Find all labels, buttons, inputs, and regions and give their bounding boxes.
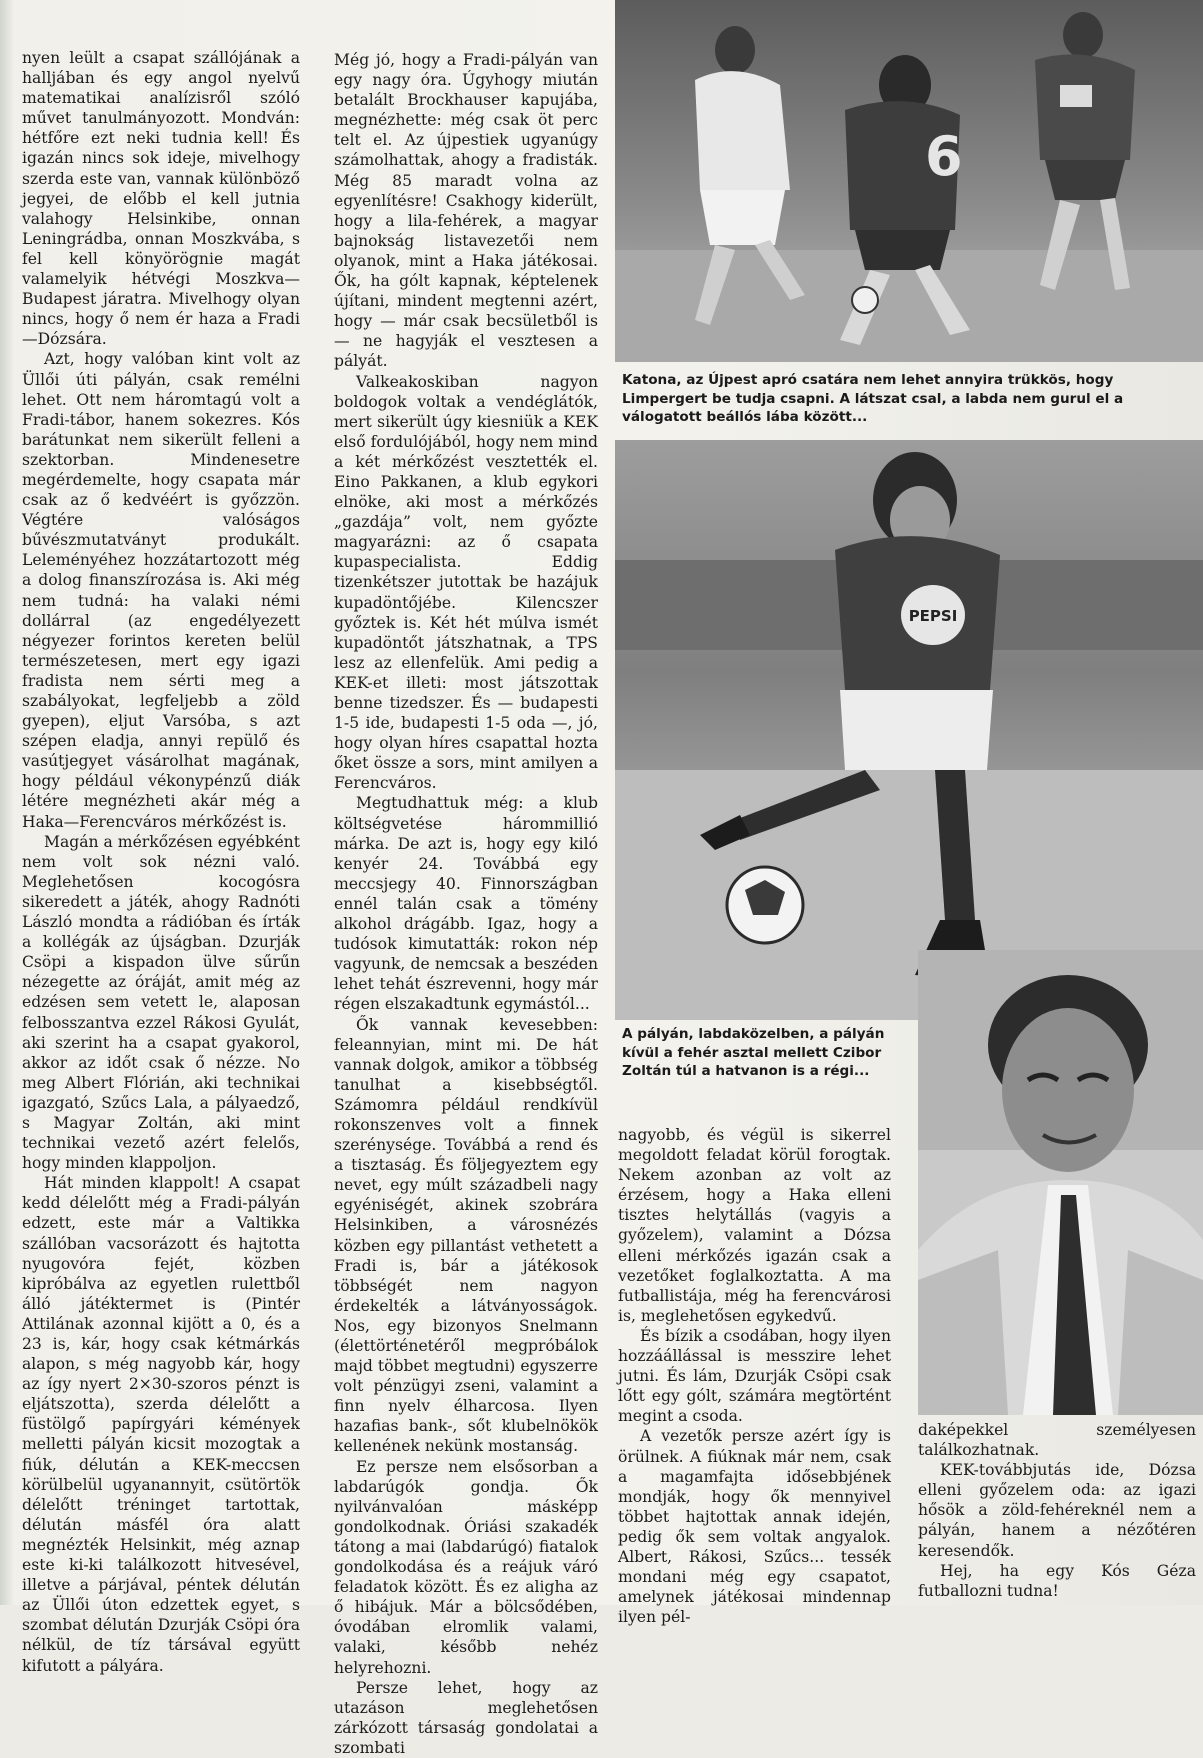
article-column-2 xyxy=(334,50,598,1757)
paragraph: Hát minden klappolt! A csapat kedd délelőtt még a Fradi-pályán edzett, este már a Valtikka szállóban vacsorázott és hajtotta nyugovóra fejét, közben kipróbálva az egyetlen rulettből álló játéktermet is (Pintér Attilának azonnal kijött a 0, és a 23 is, kár, hogy csak kétmárkás alapon, s még nagyobb kár, hogy az így nyert 2×30-szoros pénzt is eljátszotta), szerda délelőtt a füstölgő papírgyári kémények melletti pályán kicsit mozogtak a fiúk, délután a KEK-meccsen körülbelül ugyanannyit, csütörtök délelőtt tréninget tartottak, délután másfél óra alatt megnézték Helsinkit, még aznap este ki-ki találkozott hitvesével, illetve a párjával, péntek délután az Üllői úton edzettek egyet, s szombat délután Dzurják Csöpi óra nélkül, de tíz társával együtt kifutott a pályára. xyxy=(22,1174,300,1675)
paragraph: Még jó, hogy a Fradi-pályán van egy nagy óra. Úgyhogy miután betalált Brockhauser kapujába, megnézhette: még csak öt perc telt el. Az újpestiek ugyanúgy számolhattak, ahogy a fradisták. Még 85 maradt volna az egyenlítésre! Csakhogy kiderült, hogy a lila-fehérek, a magyar bajnokság listavezetői nem olyanok, mint a Haka játékosai. Ők, ha gólt kapnak, képtelenek újítani, mindent megtenni azért, hogy — már csak becsületből is — ne hagyják el vesztesen a pályát. xyxy=(334,51,598,371)
paragraph: nagyobb, és végül is sikerrel megoldott feladat körül forogtak. Nekem azonban az volt az érzésem, hogy a Haka elleni tisztes helytállás (vagyis a győzelem), valamint a Dózsa elleni mérkőzés igazán csak a vezetőket foglalkoztatta. A ma futballistája, még ha ferencvárosi is, meglehetősen egykedvű. xyxy=(618,1126,891,1325)
photo-portrait xyxy=(918,950,1203,1415)
paragraph: Valkeakoskiban nagyon boldogok voltak a vendéglátók, mert sikerült úgy kiesniük a KEK első fordulójából, hogy nem mind a két mérkőzést vesztették el. Eino Pakkanen, a klub egykori elnöke, aki most a mérkőzés „gazdája” volt, nem győzte magyarázni: az ő csapata kupaspecialista. Eddig tizenkétszer jutottak be hazájuk kupadöntőjébe. Kilencszer győztek is. Két hét múlva ismét kupadöntőt játszhatnak, a TPS lesz az ellenfelük. Ami pedig a KEK-et illeti: most játszottak benne tizedszer. És — budapesti 1-5 ide, budapesti 1-5 oda —, jó, hogy olyan híres csapattal hozta őket össze a sors, mint amilyen a Ferencváros. xyxy=(334,372,598,793)
article-column-4 xyxy=(918,1420,1196,1600)
paragraph: Persze lehet, hogy az utazáson meglehetősen zárkózott társaság gondolatai a szombati xyxy=(334,1678,598,1757)
photo-player-kicking xyxy=(615,440,1203,1020)
paragraph: Hej, ha egy Kós Géza futballozni tudna! xyxy=(918,1561,1196,1600)
photo-caption: A pályán, labdaközelben, a pályán kívül a fehér asztal mellett Czibor Zoltán túl a hatvanon is a régi... xyxy=(622,1026,885,1079)
paragraph: Megtudhattuk még: a klub költségvetése hárommillió márka. De azt is, hogy egy kiló kenyér 24. Továbbá egy meccsjegy 40. Finnországban ennél talán csak a tömény alkohol drágább. Igaz, hogy a tudósok kimutatták: rokon nép vagyunk, de nemcsak a beszéden lehet tehát észrevenni, hogy már régen elszakadtunk egymástól... xyxy=(334,794,598,1014)
article-column-3 xyxy=(618,1125,891,1627)
paragraph: Ők vannak kevesebben: feleannyian, mint mi. De hát vannak dolgok, amikor a többség tanulhat a kisebbségtől. Számomra például rendkívül rokonszenves volt a finnek szerénysége. Továbbá a rend és a tisztaság. És följegyeztem egy nevet, egy múlt századbeli nagy egyéniségét, akinek szobrára Helsinkiben, a városnézés közben egy pillantást vethetett a Fradi is, bár a játékosok többségét nem nagyon érdekelték a látványosságok. Nos, egy bizonyos Snelmann (élettörténetéről megpróbálok majd többet megtudni) egyszerre volt pénzügyi zseni, valamint a finn nyelv élharcosa. Ilyen hazafias bank-, sőt klubelnökök kellenének nekünk mostanság. xyxy=(334,1015,598,1456)
paragraph: Ez persze nem elsősorban a labdarúgók gondja. Ők nyilvánvalóan másképp gondolkodnak. Óriási szakadék tátong a mai (labdarúgó) fiatalok gondolkodása és a reájuk váró feladatok között. És ez aligha az ő hibájuk. Már a bölcsődében, óvodában elromlik valami, valaki, később nehéz helyrehozni. xyxy=(334,1457,598,1677)
paragraph: Magán a mérkőzésen egyébként nem volt sok nézni való. Meglehetősen kocogósra sikeredett a játék, ahogy Radnóti László mondta a rádióban és írták a kollégák az újságban. Dzurják Csöpi a kispadon ülve sűrűn nézegette az óráját, amit még az edzésen sem vetett le, alaposan felbosszantva ezzel Rákosi Gyulát, aki szerint ha a csapat gyakorol, akkor az időt csak ő nézze. No meg Albert Flórián, aki technikai igazgató, Szűcs Lala, a pályaedző, s Magyar Zoltán, aki mint technikai vezető azért felelős, hogy minden klappoljon. xyxy=(22,832,300,1173)
football-action-illustration xyxy=(615,0,1203,362)
paragraph: daképekkel személyesen találkozhatnak. xyxy=(918,1421,1196,1460)
photo-caption: Katona, az Újpest apró csatára nem lehet annyira trükkös, hogy Limpergert be tudja csapni. A látszat csal, a labda nem gurul el a válogatott beállós lába között... xyxy=(622,372,1124,425)
paragraph: A vezetők persze azért így is örülnek. A fiúknak már nem, csak a magamfajta idősebbjének mondják, hogy ők mennyivel többet hajtottak annak idején, pedig ők sem voltak angyalok. Albert, Rákosi, Szűcs... tessék mondani még egy csapatot, amelynek játékosai mindennap ilyen pél- xyxy=(618,1427,891,1627)
paragraph: nyen leült a csapat szállójának a halljában és egy angol nyelvű matematikai analízisről szóló művet tanulmányozott. Mondván: hétfőre ezt neki tudnia kell! És igazán nincs sok ideje, mivelhogy szerda este van, vannak különböző jegyei, de előbb el kell jutnia valahogy Helsinkibe, onnan Leningrádba, onnan Moszkvába, s fel kell könyörögnie magát valamelyik hétvégi Moszkva—Budapest járatra. Mivelhogy olyan nincs, hogy ő nem ér haza a Fradi—Dózsára. xyxy=(22,49,300,349)
article-column-1 xyxy=(22,48,300,1675)
portrait-illustration xyxy=(918,950,1203,1415)
paragraph: KEK-továbbjutás ide, Dózsa elleni győzelem oda: az igazi hősök a zöld-fehéreknél nem a pályán, hanem a nézőtéren keresendők. xyxy=(918,1461,1196,1560)
photo-match-action xyxy=(615,0,1203,362)
binding-shadow xyxy=(0,0,14,1605)
sponsor-logo-text: PEPSI xyxy=(908,607,958,625)
paragraph: És bízik a csodában, hogy ilyen hozzáállással is messzire lehet jutni. És lám, Dzurják Csöpi csak lőtt egy gólt, számára megtörtént megint a csoda. xyxy=(618,1326,891,1426)
paragraph: Azt, hogy valóban kint volt az Üllői úti pályán, csak remélni lehet. Ott nem háromtagú volt a Fradi-tábor, hanem sokezres. Kós barátunkat nem sikerült felleni a szektorban. Mindenesetre megérdemelte, hogy csapata már csak az ő kedvéért is győzzön. Végtére valóságos bűvészmutatványt produkált. Leleményéhez hozzátartozott még a dolog finanszírozása is. Aki még nem tudná: ha valaki némi dollárral (az engedélyezett négyezer forintos kereten belül természetesen, mert egy igazi fradista nem sérti meg a szabályokat, legfeljebb a zöld gyepen), eljut Varsóba, s azt szépen eladja, annyi repülő és vasútjegyet vásárolhat magának, hogy például vékonypénzű diák létére megnézheti akár még a Haka—Ferencváros mérkőzést is. xyxy=(22,350,300,831)
player-kicking-illustration xyxy=(615,440,1203,1020)
shirt-number: 6 xyxy=(925,125,963,188)
